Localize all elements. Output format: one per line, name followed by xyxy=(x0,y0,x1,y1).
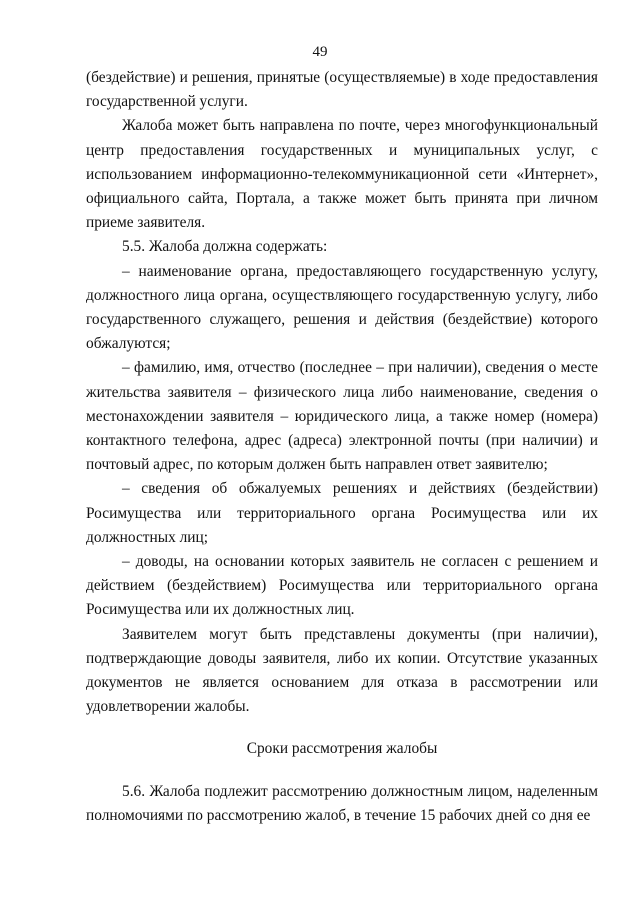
paragraph-complaint-channels: Жалоба может быть направлена по почте, через многофункциональный центр предоставления государственных и муниципальных услуг, с использованием информационно-телекоммуникационной сети «Интернет», официального сайта, Портала, а также может быть принята при личном приеме заявителя. xyxy=(86,117,598,232)
section-heading: Сроки рассмотрения жалобы xyxy=(246,740,438,758)
paragraph-5-6: 5.6. Жалоба подлежит рассмотрению должностным лицом, наделенным полномочиями по рассмотрению жалоб, в течение 15 рабочих дней со дня ее xyxy=(86,782,598,824)
spacer xyxy=(86,719,598,737)
paragraph-documents: Заявителем могут быть представлены документы (при наличии), подтверждающие доводы заявителя, либо их копии. Отсутствие указанных документов не является основанием для отказа в рассмотрении или удовлетворении жалобы. xyxy=(86,625,598,716)
list-item-applicant-info: – фамилию, имя, отчество (последнее – при наличии), сведения о месте жительства заявителя – физического лица либо наименование, сведения о местонахождении заявителя – юридического лица, а также номер (номера) контактного телефона, адрес (адреса) электронной почты (при наличии) и почтовый адрес, по которым должен быть направлен ответ заявителю; xyxy=(86,359,598,474)
document-body xyxy=(86,66,598,828)
list-item-arguments: – доводы, на основании которых заявитель не согласен с решением и действием (бездействием) Росимущества или территориального органа Росимущества или их должностных лиц. xyxy=(86,553,598,619)
spacer xyxy=(86,762,598,780)
page-number: 49 xyxy=(312,44,328,60)
list-item-authority-name: – наименование органа, предоставляющего государственную услугу, должностного лица органа, осуществляющего государственную услугу, либо государственного служащего, решения и действия (бездействие) которого обжалуются; xyxy=(86,262,598,353)
paragraph-5-5-intro: 5.5. Жалоба должна содержать: xyxy=(122,238,328,256)
list-item-appealed-decisions: – сведения об обжалуемых решениях и действиях (бездействии) Росимущества или территориального органа Росимущества или их должностных лиц; xyxy=(86,480,598,546)
paragraph-continuation: (бездействие) и решения, принятые (осуществляемые) в ходе предоставления государственной услуги. xyxy=(86,69,598,111)
